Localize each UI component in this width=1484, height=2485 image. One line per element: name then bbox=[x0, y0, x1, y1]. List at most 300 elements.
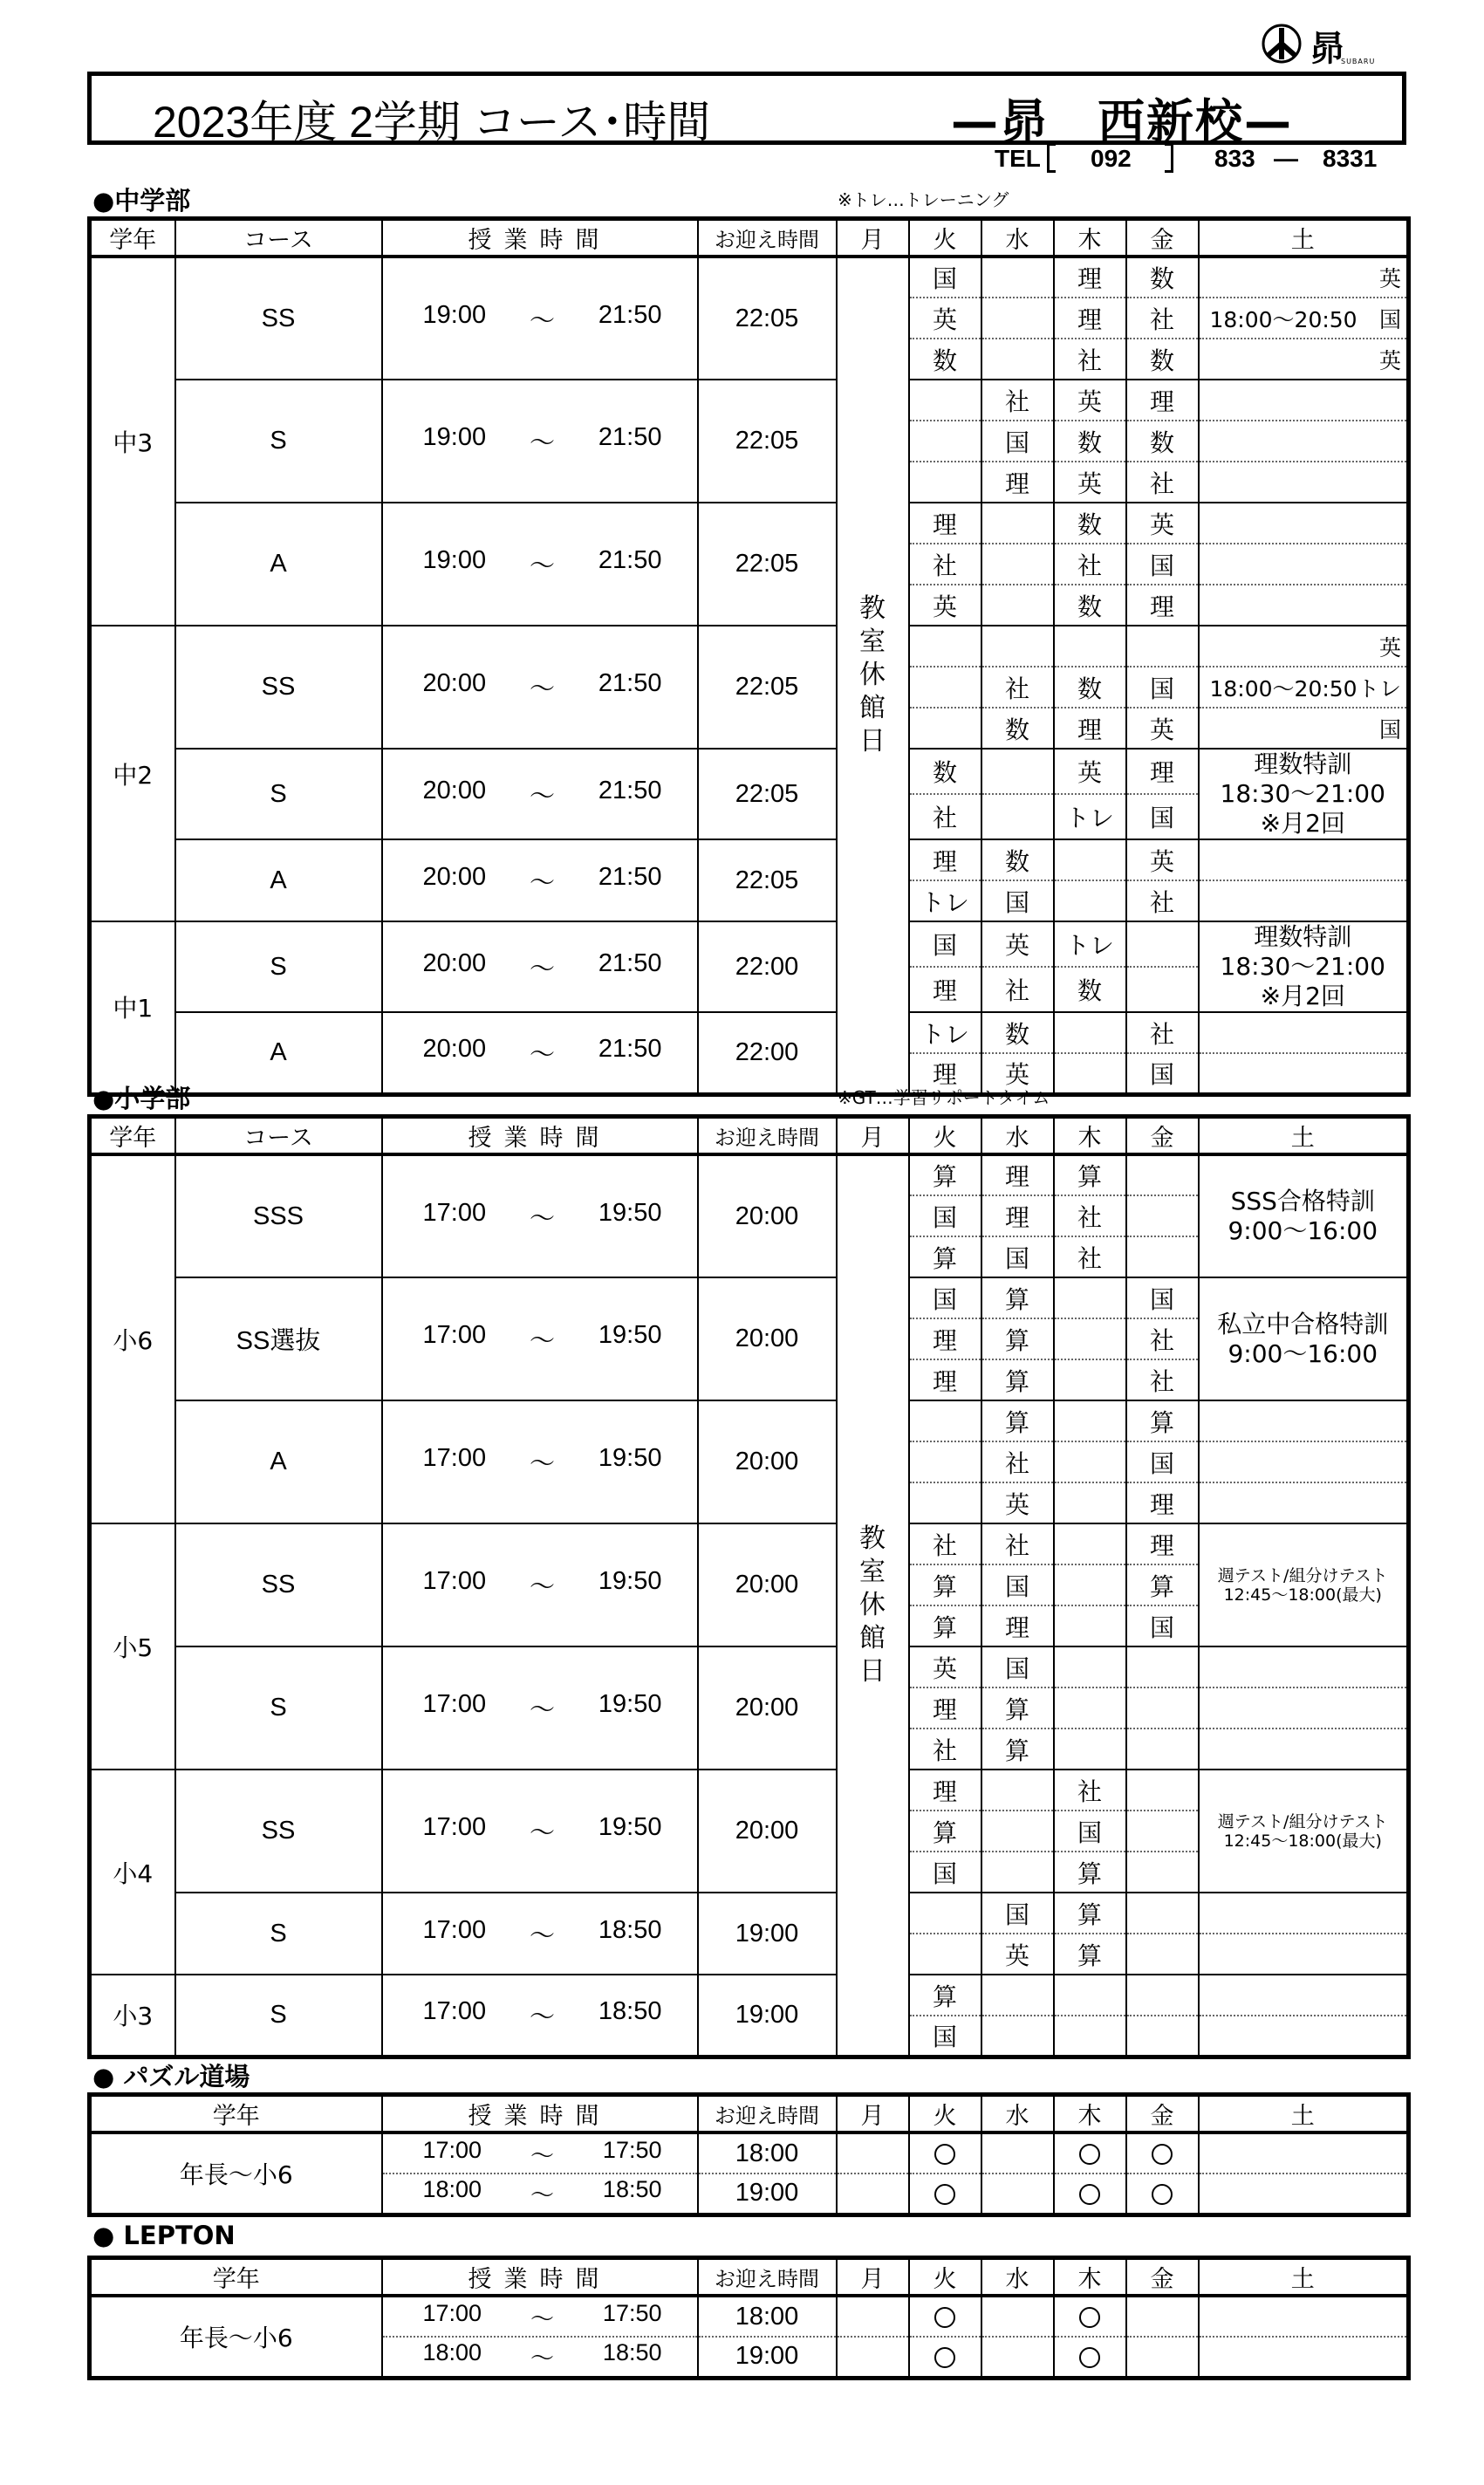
lesson-time bbox=[382, 2296, 698, 2337]
course-name: S bbox=[175, 380, 382, 503]
subject-cell bbox=[1126, 1646, 1199, 1687]
time-tilde: ～ bbox=[529, 782, 555, 811]
day-mon bbox=[837, 2296, 909, 2337]
tel-bracket-open bbox=[1047, 143, 1056, 173]
subject-cell: 国 bbox=[1126, 544, 1199, 585]
saturday-cell bbox=[1199, 1482, 1409, 1523]
col-sat: 土 bbox=[1199, 2095, 1409, 2133]
time-range bbox=[383, 1444, 697, 1480]
subject-cell: 理 bbox=[1126, 749, 1199, 794]
col-mon: 月 bbox=[837, 1117, 909, 1155]
closed-char: 館 bbox=[859, 692, 886, 723]
pickup-time: 22:05 bbox=[698, 626, 837, 749]
col-sat: 土 bbox=[1199, 1117, 1409, 1155]
subject-cell: 理 bbox=[909, 503, 981, 544]
end-time: 18:50 bbox=[598, 1915, 662, 1944]
subject-cell: 数 bbox=[981, 1012, 1054, 1053]
end-time: 19:50 bbox=[598, 1690, 662, 1718]
subject-cell bbox=[981, 1770, 1054, 1811]
start-time: 17:00 bbox=[422, 1690, 487, 1718]
subject-cell: 国 bbox=[981, 1646, 1054, 1687]
pickup-time: 19:00 bbox=[698, 2174, 837, 2215]
subject-cell: 理 bbox=[909, 1318, 981, 1359]
lesson-time bbox=[382, 1646, 698, 1770]
subject-cell bbox=[1126, 1852, 1199, 1893]
saturday-cell bbox=[1199, 880, 1409, 921]
subject-cell: 算 bbox=[981, 1687, 1054, 1729]
end-time: 19:50 bbox=[598, 1813, 662, 1841]
logo-text: 昴 bbox=[1310, 28, 1344, 69]
subject-cell: 算 bbox=[1054, 1934, 1126, 1975]
subject-cell bbox=[981, 298, 1054, 339]
time-range bbox=[383, 1035, 697, 1071]
col-mon: 月 bbox=[837, 2258, 909, 2297]
col-tue: 火 bbox=[909, 219, 981, 257]
saturday-cell bbox=[1199, 462, 1409, 503]
subject-cell: 社 bbox=[1126, 298, 1199, 339]
subject-cell bbox=[909, 462, 981, 503]
subject-cell: 数 bbox=[1054, 667, 1126, 708]
subject-cell bbox=[1054, 839, 1126, 880]
elementary-header-row bbox=[90, 1117, 1409, 1155]
saturday-special-line: ※月2回 bbox=[1260, 809, 1345, 838]
subject-cell: 算 bbox=[981, 1277, 1054, 1318]
end-time: 21:50 bbox=[598, 300, 662, 329]
saturday-cell bbox=[1199, 2174, 1409, 2215]
subject-cell bbox=[981, 749, 1054, 794]
day-fri bbox=[1126, 2337, 1199, 2378]
subject-cell bbox=[1126, 626, 1199, 667]
col-time: 授業時間 bbox=[382, 2095, 698, 2133]
subject-cell: 理 bbox=[909, 1687, 981, 1729]
start-time: 17:00 bbox=[422, 2299, 482, 2326]
subject-cell: 英 bbox=[981, 1482, 1054, 1523]
subject-cell: 国 bbox=[909, 257, 981, 298]
end-time: 19:50 bbox=[598, 1444, 662, 1472]
subject-cell: トレ bbox=[1054, 794, 1126, 839]
col-pickup: お迎え時間 bbox=[698, 2258, 837, 2297]
subject-cell bbox=[981, 257, 1054, 298]
subject-cell bbox=[1126, 1236, 1199, 1277]
school-name: —昴 西新校— bbox=[951, 94, 1293, 149]
tel-mid: 833 bbox=[1214, 145, 1255, 172]
subject-cell: 数 bbox=[1054, 967, 1126, 1012]
saturday-cell bbox=[1199, 380, 1409, 421]
closed-char: 教 bbox=[859, 1523, 886, 1554]
course-name: S bbox=[175, 921, 382, 1012]
saturday-special-line: 週テスト/組分けテスト bbox=[1217, 1565, 1388, 1585]
saturday-special-line: 18:30～21:00 bbox=[1220, 779, 1385, 808]
schedule-row bbox=[90, 626, 1409, 667]
subject-cell bbox=[1126, 2016, 1199, 2057]
subject-cell: 英 bbox=[1126, 839, 1199, 880]
subject-cell bbox=[1054, 1012, 1126, 1053]
puzzle-table bbox=[87, 2092, 1411, 2217]
subject-cell: トレ bbox=[1054, 921, 1126, 967]
col-wed: 水 bbox=[981, 219, 1054, 257]
col-fri: 金 bbox=[1126, 219, 1199, 257]
start-time: 20:00 bbox=[422, 669, 487, 697]
tel-bracket-close bbox=[1165, 143, 1173, 173]
subject-cell bbox=[1054, 1482, 1126, 1523]
subject-cell bbox=[981, 1975, 1054, 2016]
subject-cell bbox=[1054, 626, 1126, 667]
subject-cell: 国 bbox=[1126, 794, 1199, 839]
lepton-header-row bbox=[90, 2258, 1409, 2297]
course-name: A bbox=[175, 503, 382, 626]
subject-cell bbox=[981, 503, 1054, 544]
subject-cell: 社 bbox=[1054, 339, 1126, 380]
elementary-table bbox=[87, 1114, 1411, 2059]
course-name: S bbox=[175, 1646, 382, 1770]
subject-cell bbox=[1054, 880, 1126, 921]
subject-cell: 国 bbox=[909, 1277, 981, 1318]
col-grade: 学年 bbox=[90, 2095, 382, 2133]
subject-cell: 英 bbox=[1054, 462, 1126, 503]
subject-cell bbox=[981, 1852, 1054, 1893]
subject-cell: トレ bbox=[909, 880, 981, 921]
logo-emblem-icon bbox=[1261, 23, 1303, 65]
subject-cell: 数 bbox=[909, 749, 981, 794]
saturday-subject: 英 bbox=[1378, 347, 1401, 373]
course-name: A bbox=[175, 1012, 382, 1094]
subject-cell bbox=[1126, 1770, 1199, 1811]
time-range bbox=[383, 2300, 697, 2334]
circle-icon bbox=[1079, 2307, 1100, 2328]
day-thu bbox=[1054, 2174, 1126, 2215]
start-time: 19:00 bbox=[422, 300, 487, 329]
course-name: SSS bbox=[175, 1154, 382, 1277]
saturday-special-line: 理数特訓 bbox=[1254, 922, 1352, 951]
pickup-time: 19:00 bbox=[698, 1975, 837, 2057]
start-time: 17:00 bbox=[422, 1915, 487, 1944]
schedule-row bbox=[90, 1277, 1409, 1318]
title-box bbox=[87, 72, 1406, 149]
col-time: 授業時間 bbox=[382, 2258, 698, 2297]
subject-cell: 理 bbox=[1054, 708, 1126, 749]
subject-cell bbox=[1054, 1318, 1126, 1359]
puzzle-heading: ● パズル道場 bbox=[92, 2062, 250, 2091]
schedule-row bbox=[90, 1154, 1409, 1195]
circle-icon bbox=[934, 2347, 955, 2368]
saturday-cell bbox=[1199, 1934, 1409, 1975]
day-mon bbox=[837, 2337, 909, 2378]
saturday-cell bbox=[1199, 257, 1409, 298]
subject-cell: 理 bbox=[981, 1605, 1054, 1646]
start-time: 18:00 bbox=[422, 2176, 482, 2203]
time-range bbox=[383, 777, 697, 812]
time-range bbox=[383, 1997, 697, 2033]
subject-cell: 算 bbox=[909, 1975, 981, 2016]
col-thu: 木 bbox=[1054, 1117, 1126, 1155]
saturday-special-line: 週テスト/組分けテスト bbox=[1217, 1811, 1388, 1831]
start-time: 18:00 bbox=[422, 2339, 482, 2366]
subject-cell bbox=[1054, 2016, 1126, 2057]
saturday-cell bbox=[1199, 1400, 1409, 1441]
pickup-time: 19:00 bbox=[698, 2337, 837, 2378]
lesson-time bbox=[382, 1770, 698, 1893]
subject-cell: 国 bbox=[981, 1564, 1054, 1605]
subject-cell: 算 bbox=[981, 1318, 1054, 1359]
day-mon bbox=[837, 2174, 909, 2215]
subject-cell: 社 bbox=[1054, 1770, 1126, 1811]
time-range bbox=[383, 949, 697, 985]
monday-closed bbox=[837, 1154, 909, 2057]
subject-cell bbox=[909, 708, 981, 749]
end-time: 18:50 bbox=[602, 2176, 662, 2203]
subject-cell: 算 bbox=[981, 1400, 1054, 1441]
subject-cell: 社 bbox=[909, 794, 981, 839]
lesson-time bbox=[382, 257, 698, 380]
subject-cell: 社 bbox=[981, 1441, 1054, 1482]
subject-cell bbox=[981, 626, 1054, 667]
end-time: 18:50 bbox=[598, 1996, 662, 2025]
pickup-time: 22:05 bbox=[698, 839, 837, 921]
subject-cell: 英 bbox=[909, 1646, 981, 1687]
subject-cell bbox=[981, 1811, 1054, 1852]
subject-cell bbox=[1054, 1564, 1126, 1605]
saturday-special-line: SSS合格特訓 bbox=[1230, 1187, 1375, 1215]
pickup-time: 20:00 bbox=[698, 1277, 837, 1400]
start-time: 17:00 bbox=[422, 1198, 487, 1227]
col-time: 授業時間 bbox=[382, 1117, 698, 1155]
elementary-heading: ●小学部 bbox=[92, 1084, 191, 1113]
time-tilde: ～ bbox=[529, 429, 555, 457]
lesson-time bbox=[382, 1400, 698, 1523]
grade-cell: 中2 bbox=[90, 626, 175, 921]
subject-cell: 国 bbox=[1054, 1811, 1126, 1852]
middle-school-heading: ●中学部 bbox=[92, 186, 191, 216]
schedule-row bbox=[90, 1012, 1409, 1053]
start-time: 19:00 bbox=[422, 546, 487, 574]
schedule-row bbox=[90, 1770, 1409, 1811]
end-time: 21:50 bbox=[598, 776, 662, 804]
saturday-cell bbox=[1199, 1646, 1409, 1687]
schedule-row bbox=[90, 2132, 1409, 2174]
col-grade: 学年 bbox=[90, 2258, 382, 2297]
subject-cell bbox=[1054, 1441, 1126, 1482]
lepton-heading: ● LEPTON bbox=[92, 2221, 236, 2250]
course-name: SS bbox=[175, 1770, 382, 1893]
saturday-special-line: 12:45～18:00(最大) bbox=[1223, 1831, 1382, 1851]
time-range bbox=[383, 863, 697, 899]
subject-cell bbox=[1126, 1934, 1199, 1975]
pickup-time: 20:00 bbox=[698, 1154, 837, 1277]
subject-cell: 算 bbox=[909, 1154, 981, 1195]
subject-cell: 数 bbox=[1126, 339, 1199, 380]
subject-cell: 英 bbox=[1054, 749, 1126, 794]
subject-cell bbox=[981, 585, 1054, 626]
saturday-special-line: 私立中合格特訓 bbox=[1217, 1309, 1389, 1338]
subject-cell: 国 bbox=[981, 1893, 1054, 1934]
tel-area-code: 092 bbox=[1091, 145, 1132, 172]
subject-cell: 社 bbox=[1126, 462, 1199, 503]
time-tilde: ～ bbox=[529, 1819, 555, 1847]
subject-cell bbox=[1126, 1195, 1199, 1236]
saturday-cell bbox=[1199, 2016, 1409, 2057]
saturday-special-line: 理数特訓 bbox=[1254, 750, 1352, 778]
time-range bbox=[383, 1690, 697, 1726]
subject-cell: 国 bbox=[1126, 667, 1199, 708]
subject-cell: トレ bbox=[909, 1012, 981, 1053]
col-grade: 学年 bbox=[90, 219, 175, 257]
time-tilde: ～ bbox=[529, 1040, 555, 1069]
subject-cell bbox=[1054, 1975, 1126, 2016]
time-tilde: ～ bbox=[530, 2345, 554, 2372]
time-tilde: ～ bbox=[529, 1327, 555, 1355]
time-tilde: ～ bbox=[530, 2182, 554, 2209]
grade-cell: 年長～小6 bbox=[90, 2132, 382, 2215]
schedule-row bbox=[90, 1523, 1409, 1564]
saturday-line bbox=[1200, 713, 1407, 744]
pickup-time: 22:05 bbox=[698, 749, 837, 839]
subject-cell: 国 bbox=[981, 880, 1054, 921]
grade-cell: 小3 bbox=[90, 1975, 175, 2057]
col-wed: 水 bbox=[981, 2258, 1054, 2297]
elementary-note: ※GT…学習サポートタイム bbox=[838, 1087, 1050, 1108]
school-logo bbox=[1261, 19, 1392, 68]
saturday-subject: 英 bbox=[1378, 634, 1401, 661]
subject-cell: 社 bbox=[981, 380, 1054, 421]
saturday-cell bbox=[1199, 1053, 1409, 1094]
schedule-row bbox=[90, 1893, 1409, 1934]
time-tilde: ～ bbox=[529, 306, 555, 335]
col-wed: 水 bbox=[981, 2095, 1054, 2133]
saturday-cell bbox=[1199, 298, 1409, 339]
subject-cell: 英 bbox=[1126, 503, 1199, 544]
circle-icon bbox=[934, 2184, 955, 2205]
saturday-cell bbox=[1199, 1975, 1409, 2016]
subject-cell: 理 bbox=[981, 1154, 1054, 1195]
time-tilde: ～ bbox=[529, 1450, 555, 1478]
col-tue: 火 bbox=[909, 2258, 981, 2297]
circle-icon bbox=[1079, 2347, 1100, 2368]
time-tilde: ～ bbox=[530, 2305, 554, 2332]
subject-cell: 理 bbox=[909, 1770, 981, 1811]
subject-cell bbox=[909, 1482, 981, 1523]
subject-cell: 理 bbox=[909, 1053, 981, 1094]
subject-cell: 社 bbox=[1054, 544, 1126, 585]
pickup-time: 22:05 bbox=[698, 503, 837, 626]
start-time: 20:00 bbox=[422, 862, 487, 891]
subject-cell bbox=[1054, 1277, 1126, 1318]
subject-cell: 国 bbox=[1126, 1277, 1199, 1318]
pickup-time: 22:00 bbox=[698, 1012, 837, 1094]
time-range bbox=[383, 301, 697, 337]
subject-cell: 数 bbox=[909, 339, 981, 380]
col-sat: 土 bbox=[1199, 219, 1409, 257]
subject-cell: 社 bbox=[909, 1523, 981, 1564]
lesson-time bbox=[382, 921, 698, 1012]
start-time: 17:00 bbox=[422, 1813, 487, 1841]
subject-cell: 理 bbox=[1126, 380, 1199, 421]
subject-cell: 社 bbox=[981, 1523, 1054, 1564]
subject-cell: 算 bbox=[909, 1605, 981, 1646]
time-range bbox=[383, 1813, 697, 1849]
saturday-line bbox=[1200, 631, 1407, 662]
time-range bbox=[383, 1199, 697, 1235]
subject-cell bbox=[909, 380, 981, 421]
col-tue: 火 bbox=[909, 2095, 981, 2133]
end-time: 18:50 bbox=[602, 2339, 662, 2366]
day-wed bbox=[981, 2296, 1054, 2337]
lesson-time bbox=[382, 503, 698, 626]
subject-cell: 算 bbox=[1126, 1564, 1199, 1605]
saturday-cell bbox=[1199, 626, 1409, 667]
puzzle-header-row bbox=[90, 2095, 1409, 2133]
day-tue bbox=[909, 2337, 981, 2378]
start-time: 20:00 bbox=[422, 1034, 487, 1063]
subject-cell bbox=[1126, 1729, 1199, 1770]
pickup-time: 20:00 bbox=[698, 1523, 837, 1646]
subject-cell: 英 bbox=[1054, 380, 1126, 421]
subject-cell: 算 bbox=[909, 1811, 981, 1852]
subject-cell: 社 bbox=[1126, 1012, 1199, 1053]
saturday-line bbox=[1200, 344, 1407, 375]
subject-cell bbox=[1126, 1811, 1199, 1852]
closed-char: 教 bbox=[859, 592, 886, 624]
saturday-cell bbox=[1199, 667, 1409, 708]
subject-cell bbox=[1054, 1605, 1126, 1646]
subject-cell: 国 bbox=[1126, 1053, 1199, 1094]
lesson-time bbox=[382, 2337, 698, 2378]
tel-label: TEL bbox=[995, 145, 1041, 172]
time-tilde: ～ bbox=[529, 552, 555, 580]
time-tilde: ～ bbox=[529, 868, 555, 897]
saturday-cell bbox=[1199, 1893, 1409, 1934]
saturday-special bbox=[1199, 749, 1409, 839]
subject-cell: 算 bbox=[1054, 1893, 1126, 1934]
saturday-time: 18:00～20:50 bbox=[1209, 306, 1357, 332]
time-tilde: ～ bbox=[529, 1696, 555, 1724]
col-pickup: お迎え時間 bbox=[698, 1117, 837, 1155]
day-tue bbox=[909, 2296, 981, 2337]
col-grade: 学年 bbox=[90, 1117, 175, 1155]
col-fri: 金 bbox=[1126, 1117, 1199, 1155]
schedule-row bbox=[90, 1646, 1409, 1687]
subject-cell: 理 bbox=[909, 967, 981, 1012]
end-time: 19:50 bbox=[598, 1198, 662, 1227]
saturday-line bbox=[1200, 672, 1407, 703]
closed-char: 休 bbox=[859, 659, 886, 690]
subject-cell: 数 bbox=[981, 839, 1054, 880]
schedule-row bbox=[90, 1400, 1409, 1441]
subject-cell: 国 bbox=[909, 1852, 981, 1893]
saturday-subject: 英 bbox=[1378, 266, 1401, 291]
start-time: 20:00 bbox=[422, 776, 487, 804]
end-time: 21:50 bbox=[598, 862, 662, 891]
lesson-time bbox=[382, 1154, 698, 1277]
subject-cell: 社 bbox=[909, 1729, 981, 1770]
col-course: コース bbox=[175, 219, 382, 257]
circle-icon bbox=[934, 2307, 955, 2328]
closed-char: 館 bbox=[859, 1622, 886, 1653]
grade-cell: 中3 bbox=[90, 257, 175, 626]
pickup-time: 22:05 bbox=[698, 257, 837, 380]
start-time: 20:00 bbox=[422, 948, 487, 977]
saturday-cell bbox=[1199, 2337, 1409, 2378]
saturday-special-line: ※月2回 bbox=[1260, 982, 1345, 1010]
saturday-special bbox=[1199, 921, 1409, 1012]
saturday-cell bbox=[1199, 1441, 1409, 1482]
day-fri bbox=[1126, 2132, 1199, 2174]
subject-cell: 数 bbox=[1054, 421, 1126, 462]
closed-char: 室 bbox=[859, 626, 886, 657]
schedule-row bbox=[90, 257, 1409, 298]
start-time: 17:00 bbox=[422, 1444, 487, 1472]
saturday-cell bbox=[1199, 585, 1409, 626]
circle-icon bbox=[934, 2144, 955, 2165]
